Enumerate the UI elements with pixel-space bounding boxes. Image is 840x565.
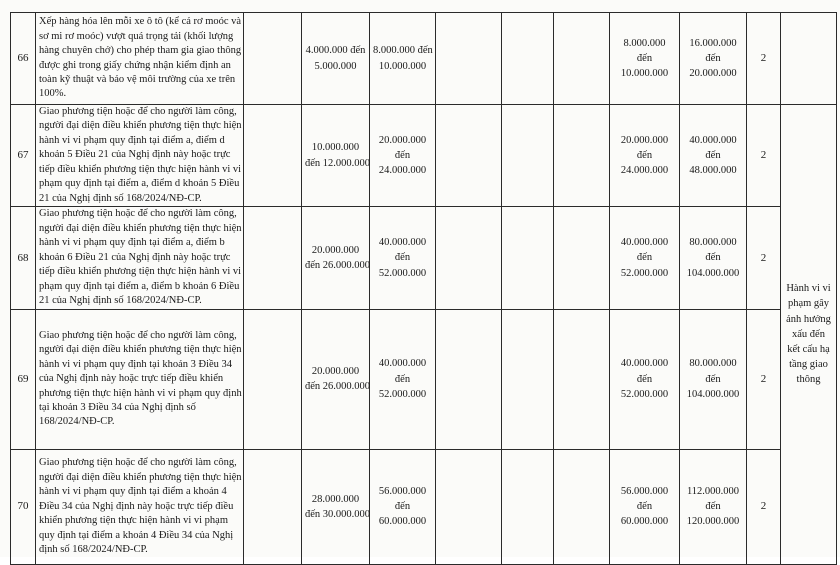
empty-cell: [244, 309, 302, 449]
empty-cell: [502, 105, 554, 207]
empty-cell: [244, 207, 302, 309]
table-row: [11, 13, 837, 105]
group-cell-top: [781, 13, 837, 105]
empty-cell: [244, 449, 302, 564]
old-fine-individual: 28.000.000 đến 30.000.000: [302, 449, 370, 564]
violation-description: Giao phương tiện hoặc để cho người làm công, người đại diện điều khiển phương tiện thực hiện hành vi vi phạm quy định tại điểm a, điểm d khoản 5 Điều 21 của Nghị định này hoặc trực tiếp điều khiển phương tiện thực hiện hành vi vi phạm quy định tại điểm a, điểm d khoản 5 Điều 21 của Nghị định số 168/2024/NĐ-CP.: [36, 105, 244, 207]
empty-cell: [436, 207, 502, 309]
row-number: 70: [11, 449, 36, 564]
new-fine-individual: 20.000.000 đến 24.000.000: [610, 105, 680, 207]
empty-cell: [436, 449, 502, 564]
empty-cell: [436, 13, 502, 105]
new-fine-individual: 8.000.000 đến 10.000.000: [610, 13, 680, 105]
old-fine-organization: 20.000.000 đến 24.000.000: [370, 105, 436, 207]
old-fine-organization: 8.000.000 đến 10.000.000: [370, 13, 436, 105]
new-fine-organization: 80.000.000 đến 104.000.000: [680, 207, 747, 309]
penalty-table: [10, 12, 837, 565]
level-cell: 2: [747, 207, 781, 309]
row-number: 67: [11, 105, 36, 207]
table-row: [11, 449, 837, 564]
empty-cell: [502, 309, 554, 449]
level-cell: 2: [747, 309, 781, 449]
violation-group-label: Hành vi vi phạm gây ảnh hưởng xấu đến kết cấu hạ tầng giao thông: [781, 105, 837, 565]
empty-cell: [502, 13, 554, 105]
row-number: 69: [11, 309, 36, 449]
empty-cell: [244, 13, 302, 105]
table-row: [11, 207, 837, 309]
new-fine-individual: 56.000.000 đến 60.000.000: [610, 449, 680, 564]
empty-cell: [244, 105, 302, 207]
violation-description: Giao phương tiện hoặc để cho người làm công, người đại diện điều khiển phương tiện thực hiện hành vi vi phạm quy định tại khoản 3 Điều 34 của Nghị định này hoặc trực tiếp điều khiển phương tiện thực hiện hành vi vi phạm quy định tại khoản 3 Điều 34 của Nghị định số 168/2024/NĐ-CP.: [36, 309, 244, 449]
old-fine-organization: 40.000.000 đến 52.000.000: [370, 207, 436, 309]
row-number: 68: [11, 207, 36, 309]
empty-cell: [554, 449, 610, 564]
row-number: 66: [11, 13, 36, 105]
empty-cell: [554, 13, 610, 105]
empty-cell: [554, 309, 610, 449]
empty-cell: [554, 207, 610, 309]
violation-description: Xếp hàng hóa lên mỗi xe ô tô (kể cả rơ moóc và sơ mi rơ moóc) vượt quá trọng tải (khối lượng hàng chuyên chở) cho phép tham gia giao thông được ghi trong giấy chứng nhận kiểm định an toàn kỹ thuật và bảo vệ môi trường của xe trên 100%.: [36, 13, 244, 105]
new-fine-organization: 40.000.000 đến 48.000.000: [680, 105, 747, 207]
new-fine-individual: 40.000.000 đến 52.000.000: [610, 207, 680, 309]
old-fine-individual: 20.000.000 đến 26.000.000: [302, 309, 370, 449]
new-fine-individual: 40.000.000 đến 52.000.000: [610, 309, 680, 449]
table-row: [11, 309, 837, 449]
level-cell: 2: [747, 449, 781, 564]
empty-cell: [436, 105, 502, 207]
level-cell: 2: [747, 13, 781, 105]
violation-description: Giao phương tiện hoặc để cho người làm công, người đại diện điều khiển phương tiện thực hiện hành vi vi phạm quy định tại điểm a, điểm b khoản 6 Điều 21 của Nghị định này hoặc trực tiếp điều khiển phương tiện thực hiện hành vi vi phạm quy định tại điểm a, điểm b khoản 6 Điều 21 của Nghị định số 168/2024/NĐ-CP.: [36, 207, 244, 309]
old-fine-individual: 10.000.000 đến 12.000.000: [302, 105, 370, 207]
new-fine-organization: 16.000.000 đến 20.000.000: [680, 13, 747, 105]
empty-cell: [436, 309, 502, 449]
level-cell: 2: [747, 105, 781, 207]
empty-cell: [554, 105, 610, 207]
empty-cell: [502, 449, 554, 564]
old-fine-individual: 20.000.000 đến 26.000.000: [302, 207, 370, 309]
old-fine-organization: 40.000.000 đến 52.000.000: [370, 309, 436, 449]
violation-description: Giao phương tiện hoặc để cho người làm công, người đại diện điều khiển phương tiện thực hiện hành vi vi phạm quy định tại điểm a khoản 4 Điều 34 của Nghị định này hoặc trực tiếp điều khiển phương tiện thực hiện hành vi vi phạm quy định tại điểm a khoản 4 Điều 34 của Nghị định số 168/2024/NĐ-CP.: [36, 449, 244, 564]
new-fine-organization: 80.000.000 đến 104.000.000: [680, 309, 747, 449]
empty-cell: [502, 207, 554, 309]
old-fine-individual: 4.000.000 đến 5.000.000: [302, 13, 370, 105]
new-fine-organization: 112.000.000 đến 120.000.000: [680, 449, 747, 564]
table-row: [11, 105, 837, 207]
old-fine-organization: 56.000.000 đến 60.000.000: [370, 449, 436, 564]
